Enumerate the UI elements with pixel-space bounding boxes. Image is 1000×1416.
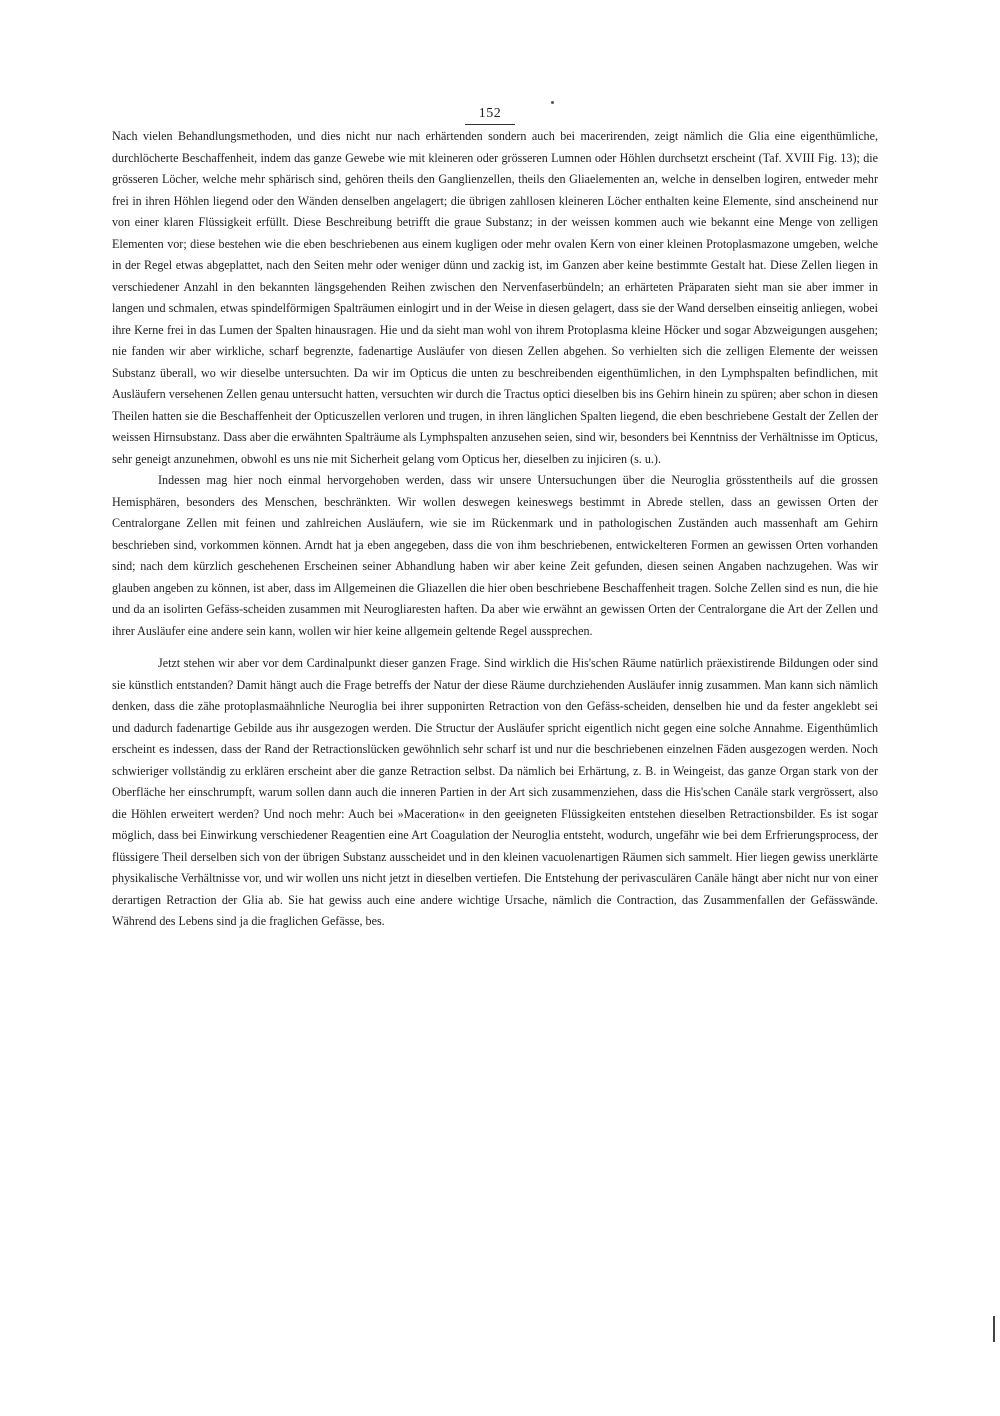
paragraph-neuroglia-investigation: Indessen mag hier noch einmal hervorgehoben werden, dass wir unsere Untersuchungen über die Neuroglia grösstentheils auf die grossen Hemisphären, besonders des Menschen, beschränkten. Wir wollen deswegen keineswegs bestimmt in Abrede stellen, dass an gewissen Orten der Centralorgane Zellen mit feinen und zahlreichen Ausläufern, wie sie im Rückenmark und in pathologischen Zuständen auch massenhaft am Gehirn beschrieben sind, vorkommen können. Arndt hat ja eben angegeben, dass die von ihm beschriebenen, entwickelteren Formen an gewissen Orten vorhanden sind; nach dem kürzlich geschehenen Erscheinen seiner Abhandlung haben wir aber keine Zeit gefunden, diesen seinen Angaben nachzugehen. Was wir glauben angeben zu können, ist aber, dass im Allgemeinen die Gliazellen die hier oben beschriebene Beschaffenheit tragen. Solche Zellen sind es nun, die hie und da an isolirten Gefäss-scheiden zusammen mit Neurogliaresten haften. Da aber wie erwähnt an gewissen Orten der Centralorgane die Art der Zellen und ihrer Ausläufer eine andere sein kann, wollen wir hier keine allgemein geltende Regel aussprechen. xyxy=(112,473,878,638)
paragraph-cardinal-point: Jetzt stehen wir aber vor dem Cardinalpunkt dieser ganzen Frage. Sind wirklich die His'schen Räume natürlich präexistirende Bildungen oder sind sie künstlich entstanden? Damit hängt auch die Frage betreffs der Natur der diese Räume durchziehenden Ausläufer innig zusammen. Man kann sich nämlich denken, dass die zähe protoplasmaähnliche Neuroglia bei ihrer supponirten Retraction von den Gefäss-scheiden, denselben hie und da fester angeklebt sei und dadurch fadenartige Gebilde aus ihr ausgezogen werden. Die Structur der Ausläufer spricht eigentlich nicht gegen eine solche Annahme. Eigenthümlich erscheint es indessen, dass der Rand der Retractionslücken gewöhnlich sehr scharf ist und nur die beschriebenen einzelnen Fäden ausgezogen werden. Noch schwieriger vollständig zu erklären erscheint aber die ganze Retraction selbst. Da nämlich bei Erhärtung, z. B. in Weingeist, das ganze Organ stark von der Oberfläche her einschrumpft, warum sollen dann auch die inneren Partien in der Art sich zusammenziehen, dass die His'schen Canäle stark vergrössert, also die Höhlen erweitert werden? Und noch mehr: Auch bei »Maceration« in den geeigneten Flüssigkeiten entstehen dieselben Retractionsbilder. Es ist sogar möglich, dass bei Einwirkung verschiedener Reagentien eine Art Coagulation der Neuroglia entsteht, wodurch, ungefähr wie bei dem Erfrierungsprocess, der flüssigere Theil derselben sich von der übrigen Substanz ausscheidet und in den kleinen vacuolenartigen Räumen sich sammelt. Hier liegen gewiss unerklärte physikalische Verhältnisse vor, und wir wollen uns nicht jetzt in dieselben vertiefen. Die Entstehung der perivasculären Canäle hängt aber nicht nur von einer derartigen Retraction der Glia ab. Sie hat gewiss auch eine andere wichtige Ursache, nämlich die Contraction, das Zusammenfallen der Gefässwände. Während des Lebens sind ja die fraglichen Gefässe, bes. xyxy=(112,656,878,928)
scan-dot-mark xyxy=(551,101,554,104)
paragraph-glia-structure: Nach vielen Behandlungsmethoden, und dies nicht nur nach erhärtenden sondern auch bei macerirenden, zeigt nämlich die Glia eine eigenthümliche, durchlöcherte Beschaffenheit, indem das ganze Gewebe wie mit kleineren oder grösseren Lumnen oder Höhlen durchsetzt erscheint (Taf. XVIII Fig. 13); die grösseren Löcher, welche mehr sphärisch sind, gehören theils den Ganglienzellen, theils den Gliaelementen an, welche in denselben logiren, entweder mehr frei in ihren Höhlen liegend oder den Wänden denselben angelagert; die übrigen zahllosen kleineren Löcher enthalten keine Elemente, sind anscheinend nur von einer klaren Flüssigkeit erfüllt. Diese Beschreibung betrifft die graue Substanz; in der weissen kommen auch wie bekannt eine Menge von zelligen Elementen vor; diese bestehen wie die eben beschriebenen aus einem kugligen oder mehr ovalen Kern von einer kleinen Protoplasmazone umgeben, welche in der Regel etwas abgeplattet, nach den Seiten mehr oder weniger dünn und zackig ist, im Ganzen aber keine bestimmte Gestalt hat. Diese Zellen liegen in verschiedener Anzahl in den bekannten längsgehenden Reihen zwischen den Nervenfaserbündeln; an erhärteten Präparaten sieht man sie aber immer in langen und schmalen, etwas spindelförmigen Spalträumen einlogirt und in der Weise in diesen gelagert, dass sie der Wand derselben einseitig anliegen, wobei ihre Kerne frei in das Lumen der Spalten hinausragen. Hie und da sieht man wohl von ihrem Protoplasma kleine Höcker und sogar Abzweigungen ausgehen; nie fanden wir aber wirkliche, scharf begrenzte, fadenartige Ausläufer von diesen Zellen abgehen. So verhielten sich die zelligen Elemente der weissen Substanz überall, wo wir dieselbe untersuchten. Da wir im Opticus die unten zu beschreibenden eigenthümlichen, in den Lymphspalten befindlichen, mit Ausläufern versehenen Zellen genau untersucht hatten, versuchten wir durch die Tractus optici dieselben bis ins Gehirn hinein zu spüren; aber schon in diesen Theilen hatten sie die Beschaffenheit der Opticuszellen verloren und trugen, in ihren länglichen Spalten liegend, die eben beschriebene Gestalt der Zellen der weissen Hirnsubstanz. Dass aber die erwähnten Spalträume als Lymphspalten anzusehen seien, sind wir, besonders bei Kenntniss der Verhältnisse im Opticus, sehr geneigt anzunehmen, obwohl es uns nie mit Sicherheit gelang vom Opticus her, dieselben zu injiciren (s. u.). xyxy=(112,129,878,466)
scan-edge-mark xyxy=(993,1316,995,1342)
page-number: 152 xyxy=(465,106,515,125)
body-text xyxy=(112,126,878,933)
